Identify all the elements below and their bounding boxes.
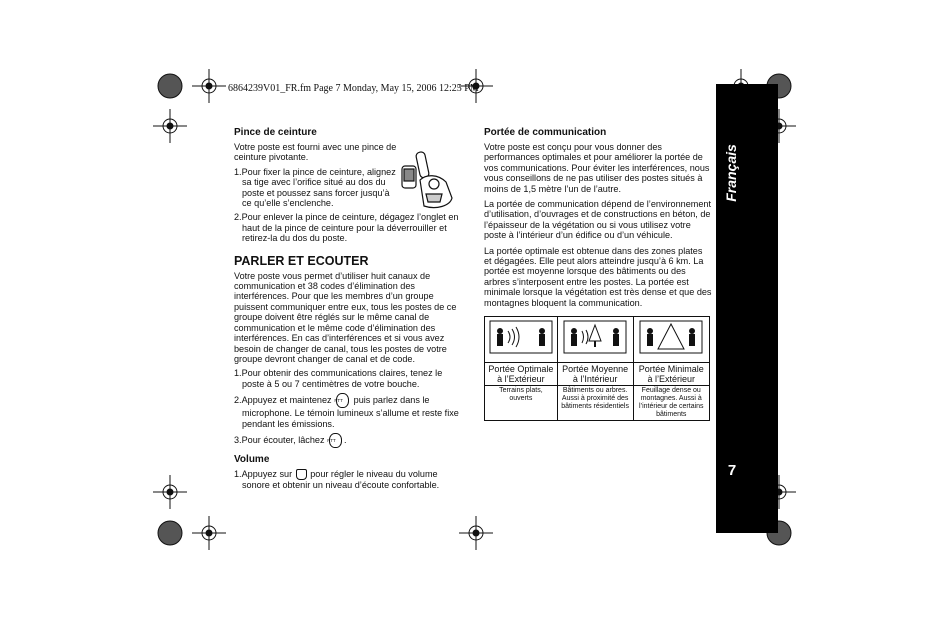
crosshair-mark xyxy=(153,475,187,509)
volume-step-1-before: 1.Appuyez sur xyxy=(234,468,293,479)
talk-step-2 xyxy=(234,393,460,429)
optimal-range-illustration xyxy=(485,317,558,363)
belt-clip-intro: Votre poste est fourni avec une pince de ceinture pivotante. xyxy=(234,142,397,163)
crosshair-mark xyxy=(153,109,187,143)
talk-step-3-after: . xyxy=(344,434,347,445)
range-illustrations-row xyxy=(485,317,710,363)
talk-step-1: 1.Pour obtenir des communications claires, tenez le poste à 5 ou 7 centimètres de votre bouche. xyxy=(234,368,443,389)
volume-step-1 xyxy=(234,469,460,491)
range-paragraph-1: Votre poste est conçu pour vous donner des performances optimales et pour améliorer la portée de vos communications. Pour éviter les interférences, nous vous conseillons de ne pas utiliser des postes situés à moins de 1,5 mètre l’un de l’autre. xyxy=(484,142,710,194)
belt-clip-step-1: 1.Pour fixer la pince de ceinture, alignez sa tige avec l’orifice situé au dos du poste et poussez sans forcer jusqu’à ce qu’elle s’enclenche. xyxy=(234,166,396,209)
print-header: 6864239V01_FR.fm Page 7 Monday, May 15, 2006 12:25 PM xyxy=(228,83,479,94)
ptt-button-icon: PTT xyxy=(336,393,349,408)
medium-range-detail: Bâtiments ou arbres. Aussi à proximité des bâtiments résidentiels xyxy=(557,386,633,421)
minimum-range-label: Portée Minimale à l’Extérieur xyxy=(633,363,709,386)
crosshair-mark xyxy=(459,516,493,550)
volume-heading: Volume xyxy=(234,453,270,465)
ptt-button-icon: PTT xyxy=(329,433,342,448)
talk-step-3-before: 3.Pour écouter, lâchez xyxy=(234,434,325,445)
medium-range-label: Portée Moyenne à l’Intérieur xyxy=(557,363,633,386)
crosshair-mark xyxy=(192,516,226,550)
range-labels-row xyxy=(485,363,710,386)
belt-clip-heading: Pince de ceinture xyxy=(234,127,317,138)
talk-step-2-before: 2.Appuyez et maintenez xyxy=(234,395,332,406)
talk-intro: Votre poste vous permet d’utiliser huit canaux de communication et 38 codes d’élimination des interférences. Pour que les membres d’un groupe puissent communiquer entre eux, tous les postes de ce groupe doivent être réglés sur le même canal de communication et le même code d’élimination des interférences. En cas d’interférences et si vous avez besoin de changer de canal, tous les postes de votre groupe devront changer de canal et de code. xyxy=(234,270,457,364)
page-number: 7 xyxy=(727,462,737,479)
talk-step-2-after: puis parlez dans le microphone. Le témoin lumineux s’allume et reste fixe pendant les émissions. xyxy=(242,395,459,429)
range-details-row xyxy=(485,386,710,421)
left-column xyxy=(234,127,460,494)
range-heading: Portée de communication xyxy=(484,127,607,138)
volume-step-1-after: pour régler le niveau du volume sonore et obtenir un niveau d’écoute confortable. xyxy=(242,468,440,491)
optimal-range-detail: Terrains plats, ouverts xyxy=(485,386,558,421)
people-open-field-icon xyxy=(488,319,554,355)
talk-listen-heading: PARLER ET ECOUTER xyxy=(234,253,369,268)
volume-button-icon xyxy=(296,469,307,480)
optimal-range-label: Portée Optimale à l’Extérieur xyxy=(485,363,558,386)
people-trees-icon xyxy=(562,319,628,355)
range-paragraph-3: La portée optimale est obtenue dans des zones plates et dégagées. Elle peut alors atteindre jusqu’à 6 km. La portée est moyenne lorsque des bâtiments ou des arbres s’interposent entre les postes. La portée est minimale lorsque la végétation est très dense et que des montagnes bloquent la communication. xyxy=(484,245,712,308)
talk-step-3 xyxy=(234,433,460,448)
right-column xyxy=(484,127,712,313)
medium-range-illustration xyxy=(557,317,633,363)
crosshair-mark xyxy=(192,69,226,103)
minimum-range-detail: Feuillage dense ou montagnes. Aussi à l’intérieur de certains bâtiments xyxy=(633,386,709,421)
sidebar-language-label: Français xyxy=(723,144,739,202)
belt-clip-step-2: 2.Pour enlever la pince de ceinture, dégagez l’onglet en haut de la pince de ceinture pour la déverrouiller et retirez-la du dos du poste. xyxy=(234,212,459,244)
minimum-range-illustration xyxy=(633,317,709,363)
range-table xyxy=(484,316,710,421)
range-paragraph-2: La portée de communication dépend de l’environnement d’utilisation, d’ouvrages et de constructions en béton, de l’épaisseur de la végétation ou si vous utilisez votre poste à l’intérieur d’un édifice ou d’un véhicule. xyxy=(484,199,711,241)
people-mountain-icon xyxy=(638,319,704,355)
